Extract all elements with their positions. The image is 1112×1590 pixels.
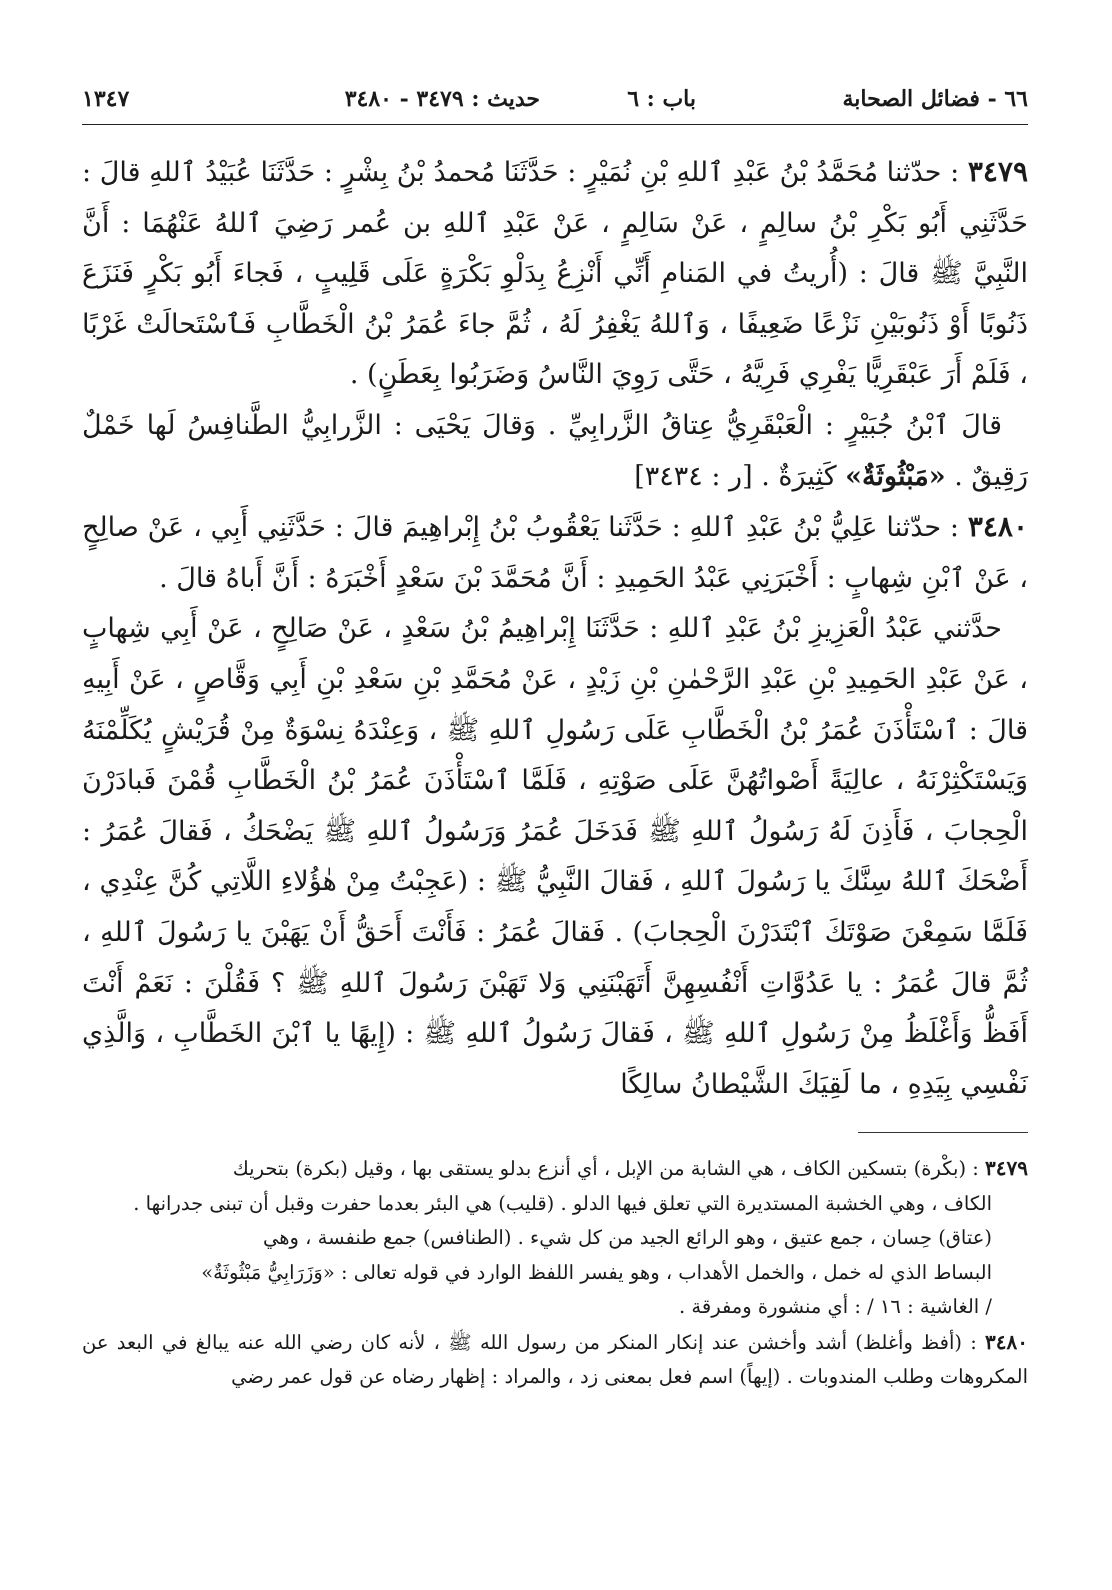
hadith-text: : حدّثنا عَلِيُّ بْنُ عَبْدِ ٱللهِ : حَدَّثَنا يَعْقُوبُ بْنُ إِبْراهِيمَ قالَ : حَدَّثَنِي أَبِي ، عَنْ صالِحٍ ، عَنْ ٱبْنِ شِهابٍ : أَخْبَرَنِي عَبْدُ الحَمِيدِ : أَنَّ مُحَمَّدَ بْنَ سَعْدٍ أَخْبَرَهُ : أَنَّ أَباهُ قالَ . <box>82 512 1028 594</box>
footnote-line: / الغاشية : ١٦ / : أي منشورة ومفرقة . <box>679 1295 992 1319</box>
hadith-text: : حدّثنا مُحَمَّدُ بْنُ عَبْدِ ٱللهِ بْنِ نُمَيْرٍ : حَدَّثَنَا مُحمدُ بْنُ بِشْرٍ : حَدَّثَنَا عُبَيْدُ ٱللهِ قالَ : حَدَّثَنِي أَبُو بَكْرِ بْنُ سالِمٍ ، عَنْ سَالِمٍ ، عَنْ عَبْدِ ٱللهِ بن عُمر رَضِيَ ٱللهُ عَنْهُمَا : أَنَّ النَّبِيَّ ﷺ قالَ : (أُريتُ في المَنامِ أَنِّي أَنْزِعُ بِدَلْوِ بَكْرَةٍ عَلَى قَلِيبٍ ، فَجاءَ أَبُو بَكْرٍ فَنَزَعَ ذَنُوبًا أَوْ ذَنُوبَيْنِ نَزْعًا ضَعِيفًا ، وَٱللهُ يَغْفِرُ لَهُ ، ثُمَّ جاءَ عُمَرُ بْنُ الْخَطَّابِ فَٱسْتَحالَتْ غَرْبًا ، فَلَمْ أَرَ عَبْقَرِيًّا يَفْرِي فَرِيَّهُ ، حَتَّى رَوِيَ النَّاسُ وَضَرَبُوا بِعَطَنٍ) . <box>82 157 1028 391</box>
footnote-line: البساط الذي له خمل ، والخمل الأهداب ، وهو يفسر اللفظ الوارد في قوله تعالى : «وَزَرَابِيُّ مَبْثُوثَةٌ» <box>201 1260 992 1284</box>
footnote-text: : (أفظ وأغلظ) أشد وأخشن عند إنكار المنكر من رسول الله ﷺ ، لأنه كان رضي الله عنه يبالغ في البعد عن المكروهات وطلب المندوبات . (إيهاً) اسم فعل بمعنى زد ، والمراد : إظهار رضاه عن قول عمر رضي <box>82 1330 1028 1389</box>
header-section-title: ٦٦ - فضائل الصحابة <box>842 86 1028 112</box>
hadith-text: حدَّثني عَبْدُ الْعَزِيزِ بْنُ عَبْدِ ٱللهِ : حَدَّثَنَا إِبْراهِيمُ بْنُ سَعْدٍ ، عَنْ صَالِحٍ ، عَنْ أَبِي شِهابٍ ، عَنْ عَبْدِ الحَمِيدِ بْنِ عَبْدِ الرَّحْمٰنِ بْنِ زَيْدٍ ، عَنْ مُحَمَّدِ بْنِ سَعْدِ بْنِ أَبِي وَقَّاصٍ ، عَنْ أَبِيهِ قالَ : ٱسْتَأْذَنَ عُمَرُ بْنُ الْخَطَّابِ عَلَى رَسُولِ ٱللهِ ﷺ ، وَعِنْدَهُ نِسْوَةٌ مِنْ قُرَيْشٍ يُكَلِّمْنَهُ وَيَسْتَكْثِرْنَهُ ، عالِيَةً أَصْواتُهُنَّ عَلَى صَوْتِهِ ، فَلَمَّا ٱسْتَأْذَنَ عُمَرُ بْنُ الْخَطَّابِ قُمْنَ فَبادَرْنَ الْحِجابَ ، فَأَذِنَ لَهُ رَسُولُ ٱللهِ ﷺ فَدَخَلَ عُمَرُ وَرَسُولُ ٱللهِ ﷺ يَضْحَكُ ، فَقالَ عُمَرُ : أَضْحَكَ ٱللهُ سِنَّكَ يا رَسُولَ ٱللهِ ، فَقالَ النَّبِيُّ ﷺ : (عَجِبْتُ مِنْ هٰؤُلاءِ اللَّاتِي كُنَّ عِنْدِي ، فَلَمَّا سَمِعْنَ صَوْتَكَ ٱبْتَدَرْنَ الْحِجابَ) . فَقالَ عُمَرُ : فَأَنْتَ أَحَقُّ أَنْ يَهَبْنَ يا رَسُولَ ٱللهِ ، ثُمَّ قالَ عُمَرُ : يا عَدُوَّاتِ أَنْفُسِهِنَّ أَتَهَبْنَنِي وَلا تَهَبْنَ رَسُولَ ٱللهِ ﷺ ؟ فَقُلْنَ : نَعَمْ أَنْتَ أَفَظُّ وَأَغْلَظُ مِنْ رَسُولِ ٱللهِ ﷺ ، فَقالَ رَسُولُ ٱللهِ ﷺ : (إِيهًا يا ٱبْنَ الخَطَّابِ ، وَالَّذِي نَفْسِي بِيَدِهِ ، ما لَقِيَكَ الشَّيْطانُ سالِكًا <box>82 613 1028 1100</box>
hadith-3480 <box>82 502 1028 604</box>
hadith-3479 <box>82 147 1028 401</box>
footnote-3480 <box>82 1325 1028 1395</box>
footnote-line: (عتاق) حِسان ، جمع عتيق ، وهو الرائع الجيد من كل شيء . (الطنافس) جمع طنفسة ، وهي <box>263 1226 992 1250</box>
book-page <box>82 80 1028 1395</box>
footnote-line: : (بكْرة) بتسكين الكاف ، هي الشابة من الإبل ، أي أنزع بدلو يستقى بها ، وقيل (بكرة) بتحريك <box>232 1157 979 1181</box>
main-text <box>82 147 1028 1110</box>
page-header <box>82 80 1028 125</box>
footnote-number: ٣٤٧٩ <box>985 1156 1028 1181</box>
footnotes <box>82 1151 1028 1395</box>
hadith-number: ٣٤٨٠ <box>967 510 1028 544</box>
explanation-text: قالَ ٱبْنُ جُبَيْرٍ : الْعَبْقَرِيُّ عِتاقُ الزَّرابِيِّ . وَقالَ يَحْيَى : الزَّرابِيُّ الطَّنافِسُ لَها خَمْلٌ رَقِيقٌ . <box>82 409 1028 492</box>
footnote-divider <box>858 1132 1028 1133</box>
footnote-number: ٣٤٨٠ <box>985 1329 1029 1354</box>
footnote-3479 <box>82 1151 1028 1187</box>
footnote-line: الكاف ، وهي الخشبة المستديرة التي تعلق فيها الدلو . (قليب) هي البئر بعدما حفرت وقبل أن تبنى جدرانها . <box>133 1191 992 1215</box>
explanation-reference: كَثِيرَةٌ . [ر : ٣٤٣٤] <box>634 460 837 492</box>
hadith-number: ٣٤٧٩ <box>967 155 1028 188</box>
quran-word: «مَبْثُوثَةٌ» <box>845 460 946 492</box>
page-number: ١٣٤٧ <box>82 86 130 112</box>
header-hadith-range: حديث : ٣٤٧٩ - ٣٤٨٠ <box>344 86 540 112</box>
hadith-3480-second-chain <box>82 604 1028 1110</box>
hadith-3479-explanation <box>82 401 1028 502</box>
header-bab: باب : ٦ <box>627 86 696 112</box>
